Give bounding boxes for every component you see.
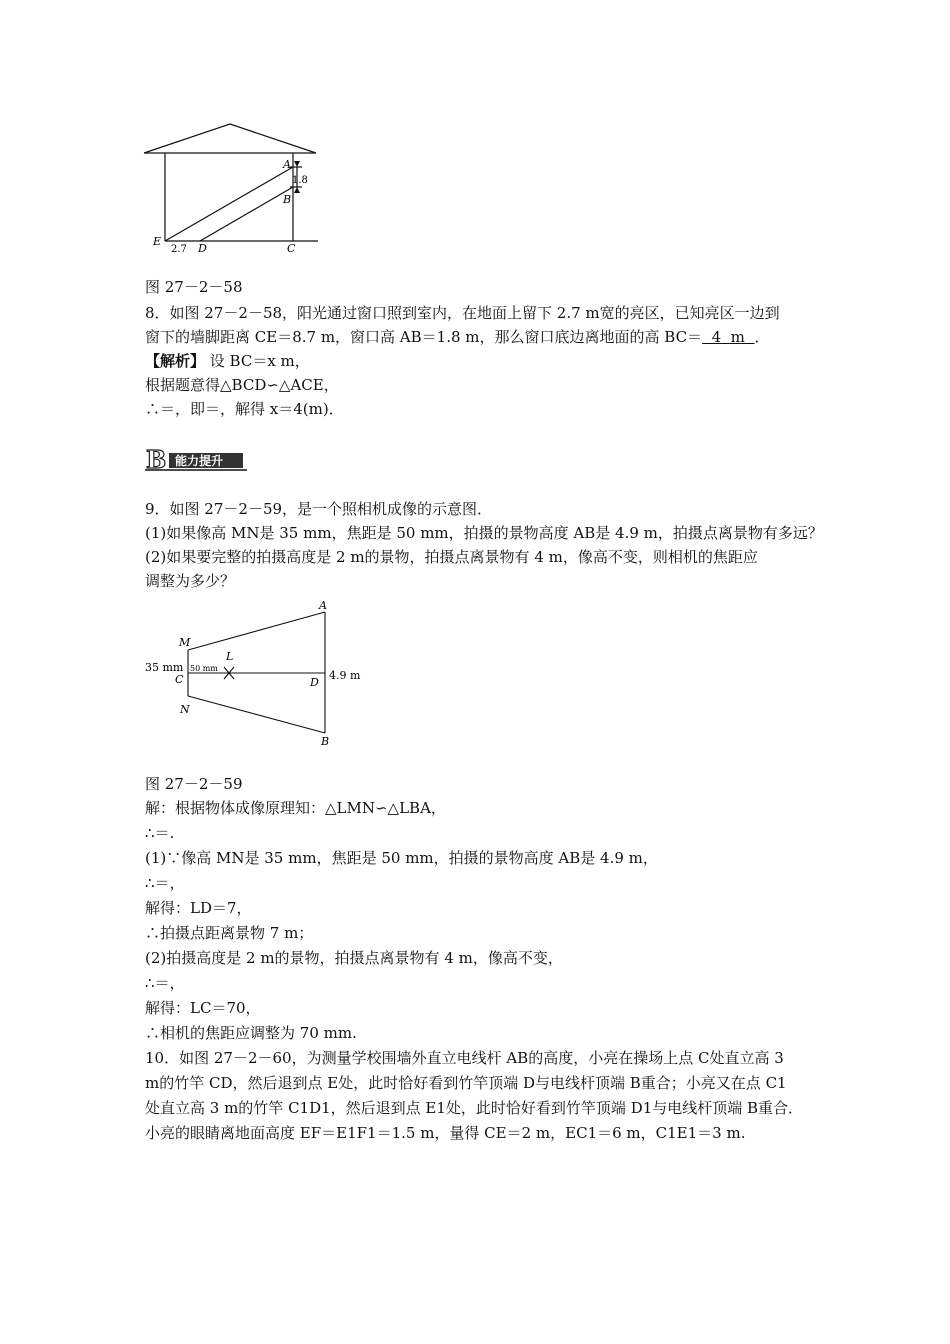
label-dim-focal: 50 mm	[190, 664, 218, 673]
figure-caption-58: 图 27－2－58	[145, 278, 243, 296]
q10-line2: m的竹竿 CD，然后退到点 E处，此时恰好看到竹竿顶端 D与电线杆顶端 B重合；小亮又在点 C1	[145, 1074, 787, 1092]
figure-27-2-58	[140, 120, 330, 260]
label-c: C	[287, 242, 296, 255]
q8-line2-suffix: ．	[754, 328, 770, 346]
q9-line2: (1)如果像高 MN是 35 mm，焦距是 50 mm，拍摄的景物高度 AB是 4.9 m，拍摄点离景物有多远？	[145, 524, 823, 542]
label-d: D	[198, 242, 207, 255]
label-a: A	[319, 599, 327, 612]
label-d: D	[310, 676, 319, 689]
label-dim-ed: 2.7	[171, 244, 187, 255]
q10-line4: 小亮的眼睛离地面高度 EF＝E1F1＝1.5 m，量得 CE＝2 m，EC1＝6 m，C1E1＝3 m.	[145, 1124, 746, 1142]
label-e: E	[153, 235, 162, 248]
sol9-line7: (2)拍摄高度是 2 m的景物，拍摄点离景物有 4 m，像高不变，	[145, 949, 563, 967]
sol9-line10: ∴相机的焦距应调整为 70 mm.	[145, 1024, 357, 1042]
q8-line5: ∴＝，即＝，解得 x＝4(m)．	[145, 400, 344, 418]
label-dim-mn: 35 mm	[145, 661, 184, 674]
label-b: B	[321, 735, 330, 748]
figure-caption-59: 图 27－2－59	[145, 775, 243, 793]
q8-line4: 根据题意得△BCD∽△ACE，	[145, 376, 339, 394]
banner-letter: B	[146, 446, 167, 472]
label-c: C	[175, 673, 184, 686]
sol9-line9: 解得：LC＝70，	[145, 999, 261, 1017]
q9-line1: 9．如图 27－2－59，是一个照相机成像的示意图．	[145, 500, 493, 518]
q8-line1: 8．如图 27－2－58，阳光通过窗口照到室内，在地面上留下 2.7 m宽的亮区，已知亮区一边到	[145, 304, 780, 322]
sol9-line8: ∴＝，	[145, 974, 185, 992]
analysis-text: 设 BC＝x m，	[205, 352, 310, 370]
banner-title: 能力提升	[175, 454, 224, 468]
q8-line2	[145, 326, 769, 348]
sol9-line5: 解得：LD＝7，	[145, 899, 252, 917]
q9-line3: (2)如果要完整的拍摄高度是 2 m的景物，拍摄点离景物有 4 m，像高不变，则相机的焦距应	[145, 548, 758, 566]
sol9-line4: ∴＝，	[145, 874, 185, 892]
q8-answer: 4 m	[702, 328, 755, 346]
label-a: A	[283, 158, 291, 171]
sol9-line3: (1)∵像高 MN是 35 mm，焦距是 50 mm，拍摄的景物高度 AB是 4.9 m，	[145, 849, 658, 867]
q10-line3: 处直立高 3 m的竹竿 C1D1，然后退到点 E1处，此时恰好看到竹竿顶端 D1与电线杆顶端 B重合．	[145, 1099, 804, 1117]
label-dim-ab: 1.8	[292, 175, 308, 186]
sol9-line2: ∴＝.	[145, 824, 175, 842]
q8-line2-prefix: 窗下的墙脚距离 CE＝8.7 m，窗口高 AB＝1.8 m，那么窗口底边离地面的高 BC＝	[145, 328, 703, 346]
label-dim-ab: 4.9 m	[329, 669, 361, 682]
q9-line4: 调整为多少？	[145, 572, 236, 590]
label-l: L	[226, 650, 234, 663]
label-n: N	[180, 703, 190, 716]
label-m: M	[179, 636, 191, 649]
sol9-line1: 解：根据物体成像原理知：△LMN∽△LBA，	[145, 799, 446, 817]
section-banner	[145, 446, 247, 472]
sol9-line6: ∴拍摄点距离景物 7 m；	[145, 924, 314, 942]
analysis-title: 【解析】	[145, 352, 206, 370]
label-b: B	[283, 193, 292, 206]
q8-analysis	[145, 350, 310, 372]
q10-line1: 10．如图 27－2－60，为测量学校围墙外直立电线杆 AB的高度，小亮在操场上点 C处直立高 3	[145, 1049, 784, 1067]
figure-27-2-59	[140, 596, 380, 751]
